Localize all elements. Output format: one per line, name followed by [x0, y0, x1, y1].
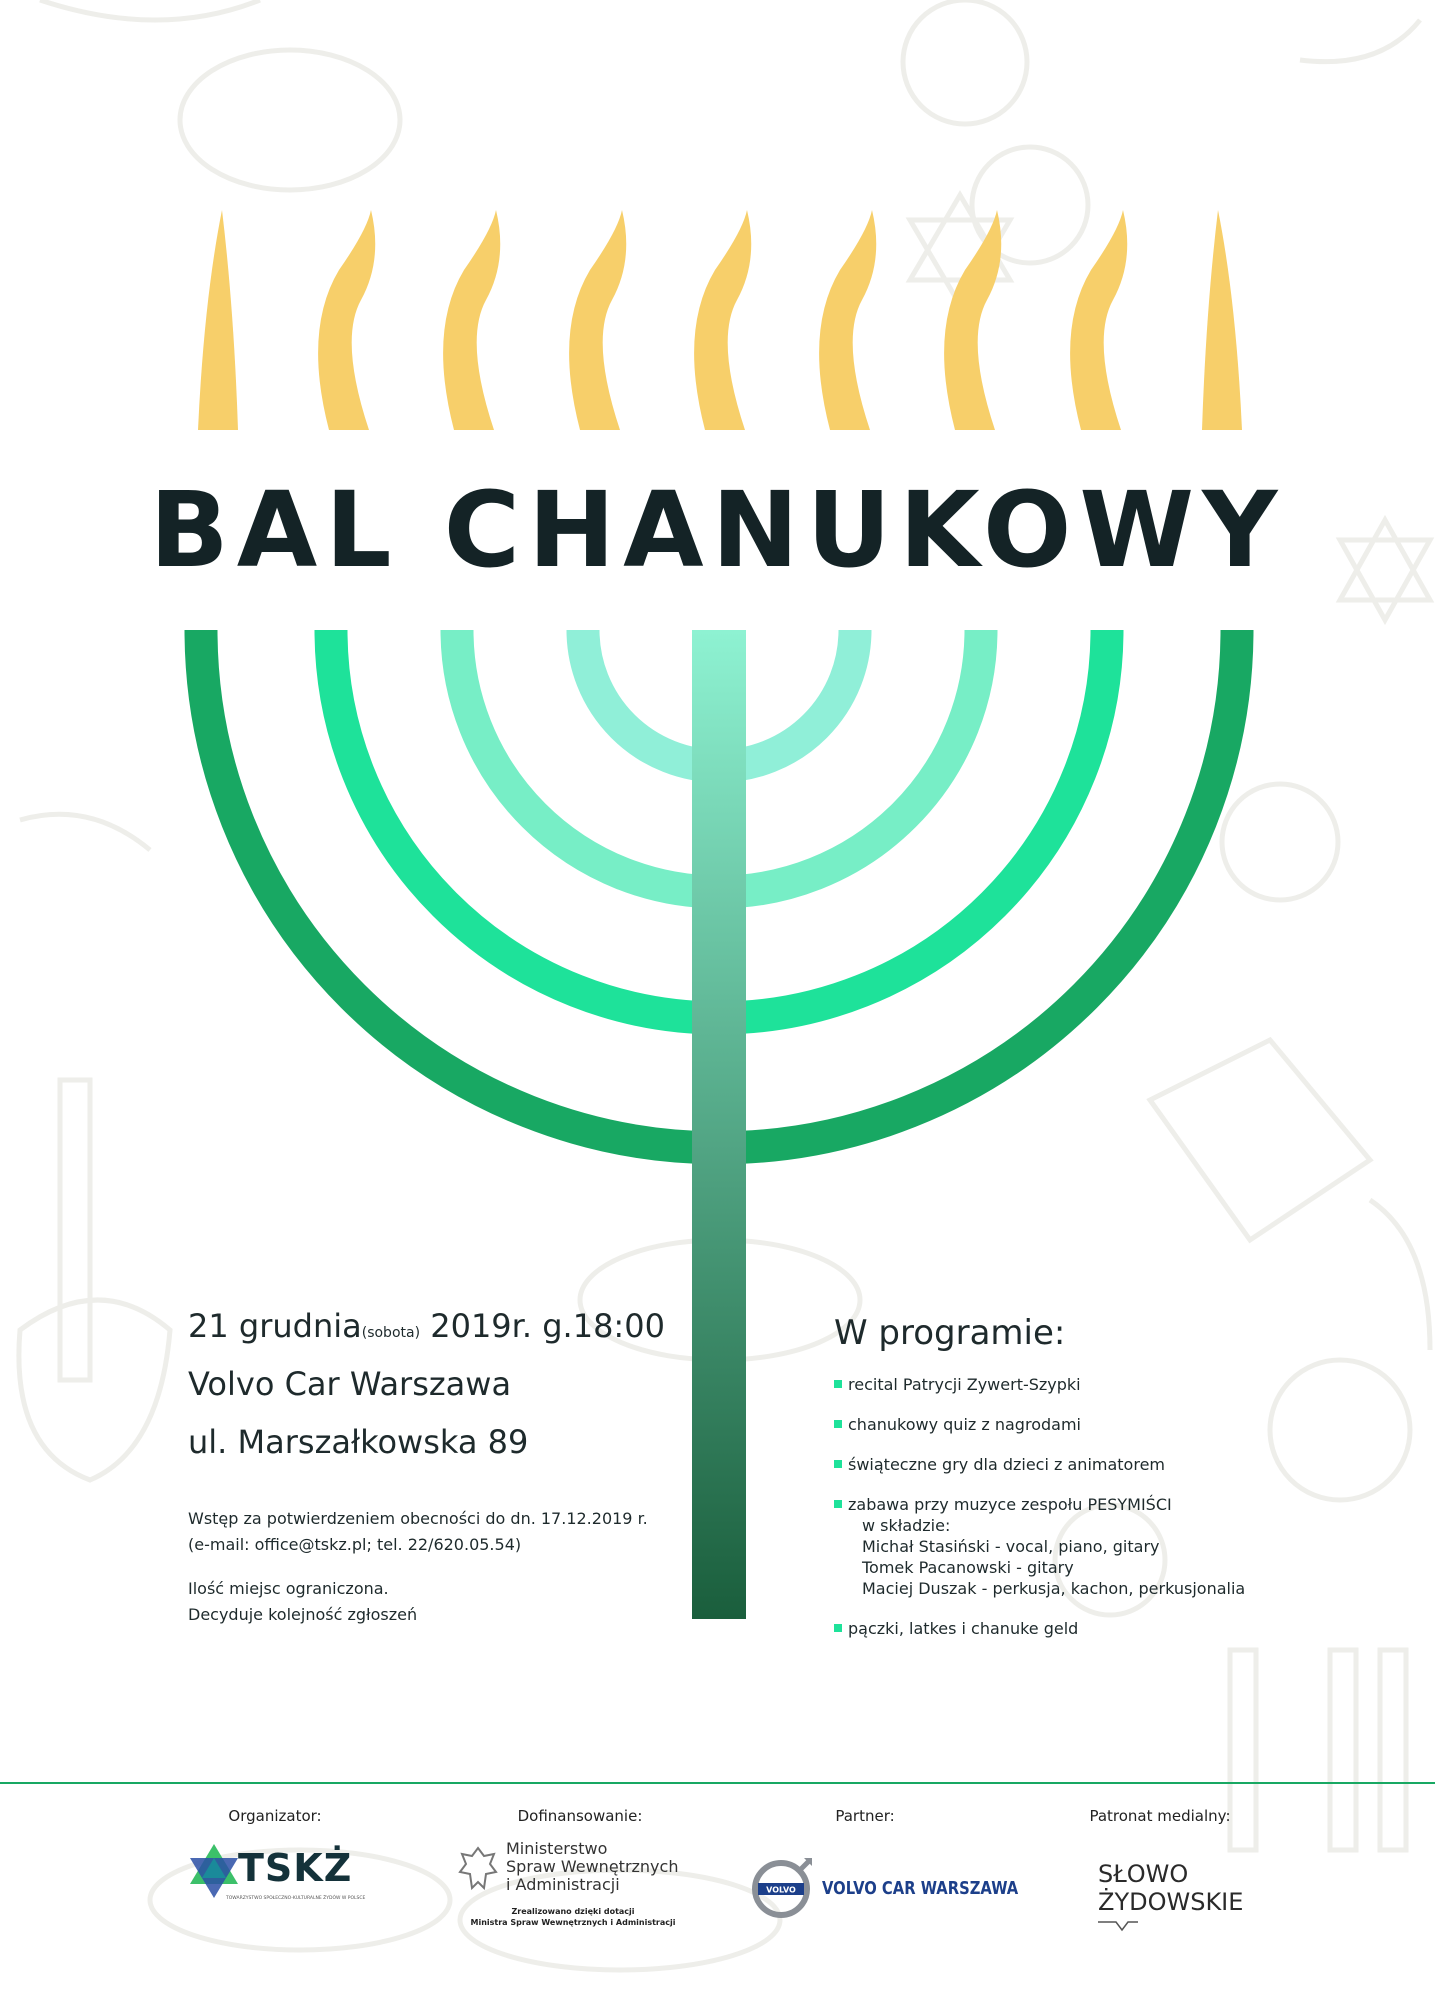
slowo-wordmark: [1098, 1860, 1243, 1916]
limit-note-order: Decyduje kolejność zgłoszeń: [188, 1605, 418, 1624]
band-member: Tomek Pacanowski - gitary: [862, 1558, 1074, 1577]
bullet-icon: [834, 1500, 842, 1508]
flame-6: [819, 210, 876, 430]
program-item: [834, 1374, 1304, 1395]
program-heading: W programie:: [834, 1313, 1066, 1353]
flame-2: [318, 210, 375, 430]
band-lineup-label: w składzie:: [862, 1516, 951, 1535]
ministry-name: [506, 1840, 678, 1894]
bullet-icon: [834, 1624, 842, 1632]
volvo-emblem-icon: [750, 1856, 814, 1920]
program-item-text: pączki, latkes i chanuke geld: [848, 1619, 1079, 1638]
slowo-zydowskie-logo: [1098, 1856, 1258, 1932]
program-section: [834, 1313, 1304, 1658]
event-details: [188, 1307, 748, 1628]
event-date: [188, 1307, 748, 1345]
grant-note-line: Zrealizowano dzięki dotacji: [511, 1907, 635, 1916]
bullet-icon: [834, 1380, 842, 1388]
program-item-text: świąteczne gry dla dzieci z animatorem: [848, 1455, 1165, 1474]
program-item-text: recital Patrycji Zywert-Szypki: [848, 1375, 1081, 1394]
date-time: 2019r. g.18:00: [420, 1307, 665, 1345]
partner-label: Partner:: [835, 1807, 895, 1825]
program-item: [834, 1414, 1304, 1435]
tskz-logo: [186, 1840, 376, 1920]
flame-7: [944, 210, 1001, 430]
band-member: Michał Stasiński - vocal, piano, gitary: [862, 1537, 1160, 1556]
ministry-name-line: Spraw Wewnętrznych: [506, 1857, 679, 1876]
volvo-wordmark: VOLVO CAR WARSZAWA: [822, 1878, 1019, 1899]
program-item: [834, 1454, 1304, 1475]
tskz-wordmark: TSKŻ: [238, 1846, 353, 1890]
program-item-text: chanukowy quiz z nagrodami: [848, 1415, 1081, 1434]
band-member: Maciej Duszak - perkusja, kachon, perkusjonalia: [862, 1579, 1246, 1598]
rsvp-line: Wstęp za potwierdzeniem obecności do dn. 17.12.2019 r.: [188, 1509, 648, 1528]
rsvp-contact: (e-mail: office@tskz.pl; tel. 22/620.05.54): [188, 1535, 522, 1554]
eagle-emblem-icon: [458, 1844, 498, 1892]
program-item-text: zabawa przy muzyce zespołu PESYMIŚCI: [848, 1495, 1172, 1514]
flame-1: [198, 210, 238, 430]
ministry-name-line: Ministerstwo: [506, 1839, 608, 1858]
ministry-grant-note: [458, 1906, 688, 1928]
media-patron-label: Patronat medialny:: [1089, 1807, 1231, 1825]
spacer: [188, 1558, 748, 1576]
tskz-full-name: TOWARZYSTWO SPOŁECZNO-KULTURALNE ŻYDÓW W POLSCE: [226, 1896, 366, 1901]
event-title: BAL CHANUKOWY: [149, 469, 1286, 591]
event-address: ul. Marszałkowska 89: [188, 1423, 529, 1461]
ministry-name-line: i Administracji: [506, 1875, 620, 1894]
date-day: 21 grudnia: [188, 1307, 362, 1345]
slowo-line: SŁOWO: [1098, 1860, 1189, 1888]
organizer-label: Organizator:: [228, 1807, 322, 1825]
slowo-line: ŻYDOWSKIE: [1098, 1888, 1244, 1916]
flames-group: [198, 210, 1242, 430]
spacer: [188, 1484, 748, 1506]
footer-divider: [0, 1782, 1435, 1784]
date-weekday: (sobota): [361, 1325, 421, 1341]
flame-3: [443, 210, 500, 430]
flame-8: [1070, 210, 1127, 430]
limit-note: Ilość miejsc ograniczona.: [188, 1579, 389, 1598]
event-venue: Volvo Car Warszawa: [188, 1365, 512, 1403]
grant-note-line: Ministra Spraw Wewnętrznych i Administracji: [470, 1918, 676, 1927]
speech-tail-icon: [1098, 1920, 1138, 1934]
flame-4: [569, 210, 626, 430]
flame-5: [694, 210, 751, 430]
ministry-logo: [458, 1840, 688, 1940]
star-of-david-icon: [186, 1840, 242, 1902]
bullet-icon: [834, 1420, 842, 1428]
bullet-icon: [834, 1460, 842, 1468]
program-item: [834, 1494, 1304, 1599]
funding-label: Dofinansowanie:: [517, 1807, 643, 1825]
volvo-logo: [750, 1856, 1019, 1922]
program-item: [834, 1618, 1304, 1639]
flame-9: [1202, 210, 1242, 430]
volvo-badge-text: VOLVO: [766, 1885, 796, 1895]
